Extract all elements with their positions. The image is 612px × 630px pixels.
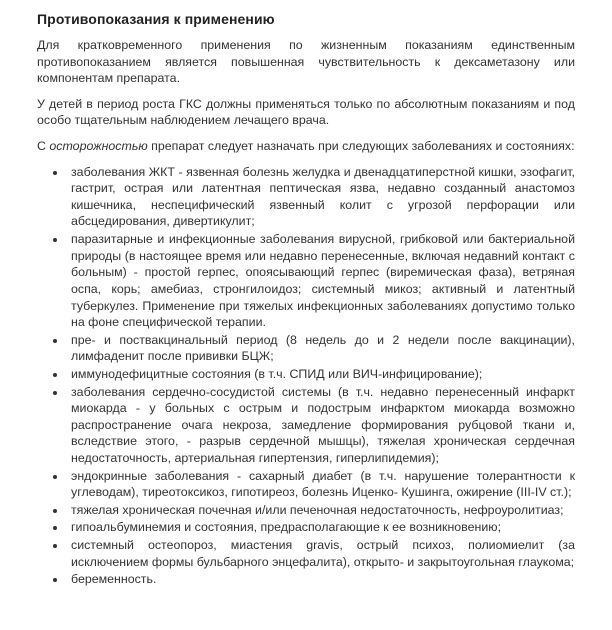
- page-title: Противопоказания к применению: [37, 11, 275, 27]
- paragraph-children-growth: У детей в период роста ГКС должны применяться только по абсолютным показаниям и под особо тщательным наблюдением лечащего врача.: [37, 96, 575, 128]
- caution-intro-italic-word: осторожностью: [49, 139, 148, 154]
- list-item: • иммунодефицитные состояния (в т.ч. СПИД или ВИЧ-инфицирование);: [67, 366, 575, 383]
- list-item: • системный остеопороз, миастения gravis, острый психоз, полиомиелит (за исключением формы бульбарного энцефалита), открыто- и закрытоугольная глаукома;: [67, 537, 575, 570]
- paragraph-short-term-use: Для кратковременного применения по жизненным показаниям единственным противопоказанием является повышенная чувствительность к дексаметазону или компонентам препарата.: [37, 38, 575, 86]
- list-item: • пре- и поствакцинальный период (8 недель до и 2 недели после вакцинации), лимфаденит после прививки БЦЖ;: [67, 332, 575, 365]
- list-item: • заболевания ЖКТ - язвенная болезнь желудка и двенадцатиперстной кишки, эзофагит, гастрит, острая или латентная пептическая язва, недавно созданный анастомоз кишечника, неспецифический язвенный колит с угрозой перфорации или абсцедирования, дивертикулит;: [67, 164, 575, 230]
- caution-intro-suffix: препарат следует назначать при следующих заболеваниях и состояниях:: [147, 139, 575, 154]
- caution-intro-prefix: С: [37, 139, 50, 154]
- list-item: • паразитарные и инфекционные заболевания вирусной, грибковой или бактериальной природы (в настоящее время или недавно перенесенные, включая недавний контакт с больным) - простой герпес, опоясывающий герпес (виремическая фаза), ветряная оспа, корь; амебиаз, стронгилоидоз; системный микоз; активный и латентный туберкулез. Применение при тяжелых инфекционных заболеваниях допустимо только на фоне специфической терапии.: [67, 231, 575, 331]
- list-item: • тяжелая хроническая почечная и/или печеночная недостаточность, нефроуролитиаз;: [67, 502, 575, 519]
- contraindications-list: [37, 164, 575, 588]
- list-item: • беременность.: [67, 571, 575, 588]
- list-item: • гипоальбуминемия и состояния, предрасполагающие к ее возникновению;: [67, 519, 575, 536]
- paragraph-caution-intro: [37, 138, 575, 155]
- list-item: • эндокринные заболевания - сахарный диабет (в т.ч. нарушение толерантности к углеводам), тиреотоксикоз, гипотиреоз, болезнь Иценко- Кушинга, ожирение (III-IV ст.);: [67, 468, 575, 501]
- list-item: • заболевания сердечно-сосудистой системы (в т.ч. недавно перенесенный инфаркт миокарда - у больных с острым и подострым инфарктом миокарда возможно распространение очага некроза, замедление формирования рубцовой ткани и, вследствие этого, - разрыв сердечной мышцы), тяжелая хроническая сердечная недостаточность, артериальная гипертензия, гиперлипидемия);: [67, 384, 575, 467]
